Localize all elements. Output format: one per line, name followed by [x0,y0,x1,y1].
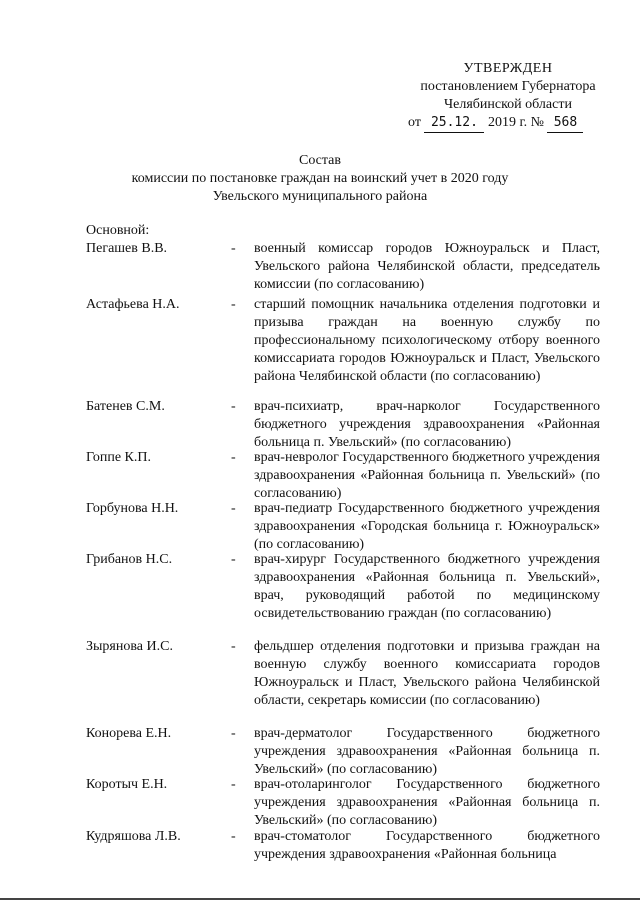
page-bottom-edge [0,898,640,900]
approval-heading: УТВЕРЖДЕН [463,61,553,76]
member-name: Астафьева Н.А. [86,297,180,312]
title-line-2: комиссии по постановке граждан на воинский учет в 2020 году [131,171,509,186]
dash: - [231,639,236,654]
member-description: врач-невролог Государственного бюджетного учреждения здравоохранения «Районная больница п. Увельский» (по согласованию) [254,450,600,501]
approval-date: 25.12. [424,114,484,133]
dash: - [231,501,236,516]
dash: - [231,726,236,741]
member-name: Коротыч Е.Н. [86,777,168,792]
title-line-1: Состав [298,153,341,168]
dash: - [231,777,236,792]
member-name: Зырянова И.С. [86,639,173,654]
member-description: фельдшер отделения подготовки и призыва граждан на военную службу военного комиссариата городов Южноуральск и Пласт, Увельского района Челябинской области, секретарь комиссии (по согласованию) [254,639,600,708]
member-name: Гоппе К.П. [86,450,152,465]
approval-order-line [408,114,608,133]
dash: - [231,399,236,414]
member-description: врач-стоматолог Государственного бюджетного учреждения здравоохранения «Районная больница [254,829,600,862]
approval-line-1: постановлением Губернатора [420,79,596,94]
approval-number: 568 [547,114,583,133]
dash: - [231,297,236,312]
member-name: Пегашев В.В. [86,241,168,256]
dash: - [231,552,236,567]
approval-from-prefix: от [408,115,421,130]
approval-stamp [408,60,608,133]
member-description: врач-педиатр Государственного бюджетного учреждения здравоохранения «Городская больница г. Южноуральск» (по согласованию) [254,501,600,552]
member-name: Грибанов Н.С. [86,552,173,567]
document-title [0,152,640,206]
member-description: врач-отоларинголог Государственного бюджетного учреждения здравоохранения «Районная больница п. Увельский» (по согласованию) [254,777,600,828]
member-name: Горбунова Н.Н. [86,501,179,516]
dash: - [231,241,236,256]
member-description: врач-дерматолог Государственного бюджетного учреждения здравоохранения «Районная больница п. Увельский» (по согласованию) [254,726,600,777]
approval-line-2: Челябинской области [444,97,572,112]
dash: - [231,450,236,465]
dash: - [231,829,236,844]
member-name: Батенев С.М. [86,399,165,414]
member-description: врач-хирург Государственного бюджетного учреждения здравоохранения «Районная больница п. Увельский», врач, руководящий работой по медицинскому освидетельствованию граждан (по согласованию) [254,552,600,621]
member-description: врач-психиатр, врач-нарколог Государственного бюджетного учреждения здравоохранения «Районная больница п. Увельский» (по согласованию) [254,399,600,450]
title-line-3: Увельского муниципального района [212,189,428,204]
member-description: военный комиссар городов Южноуральск и Пласт, Увельского района Челябинской области, председатель комиссии (по согласованию) [254,241,600,292]
member-name: Конорева Е.Н. [86,726,172,741]
member-name: Кудряшова Л.В. [86,829,181,844]
approval-year-number-label: 2019 г. № [487,115,544,130]
section-label: Основной: [86,223,150,238]
member-description: старший помощник начальника отделения подготовки и призыва граждан на военную службу по профессиональному психологическому отбору военного комиссариата городов Южноуральск и Пласт, Увельского района Челябинской области (по согласованию) [254,297,600,384]
